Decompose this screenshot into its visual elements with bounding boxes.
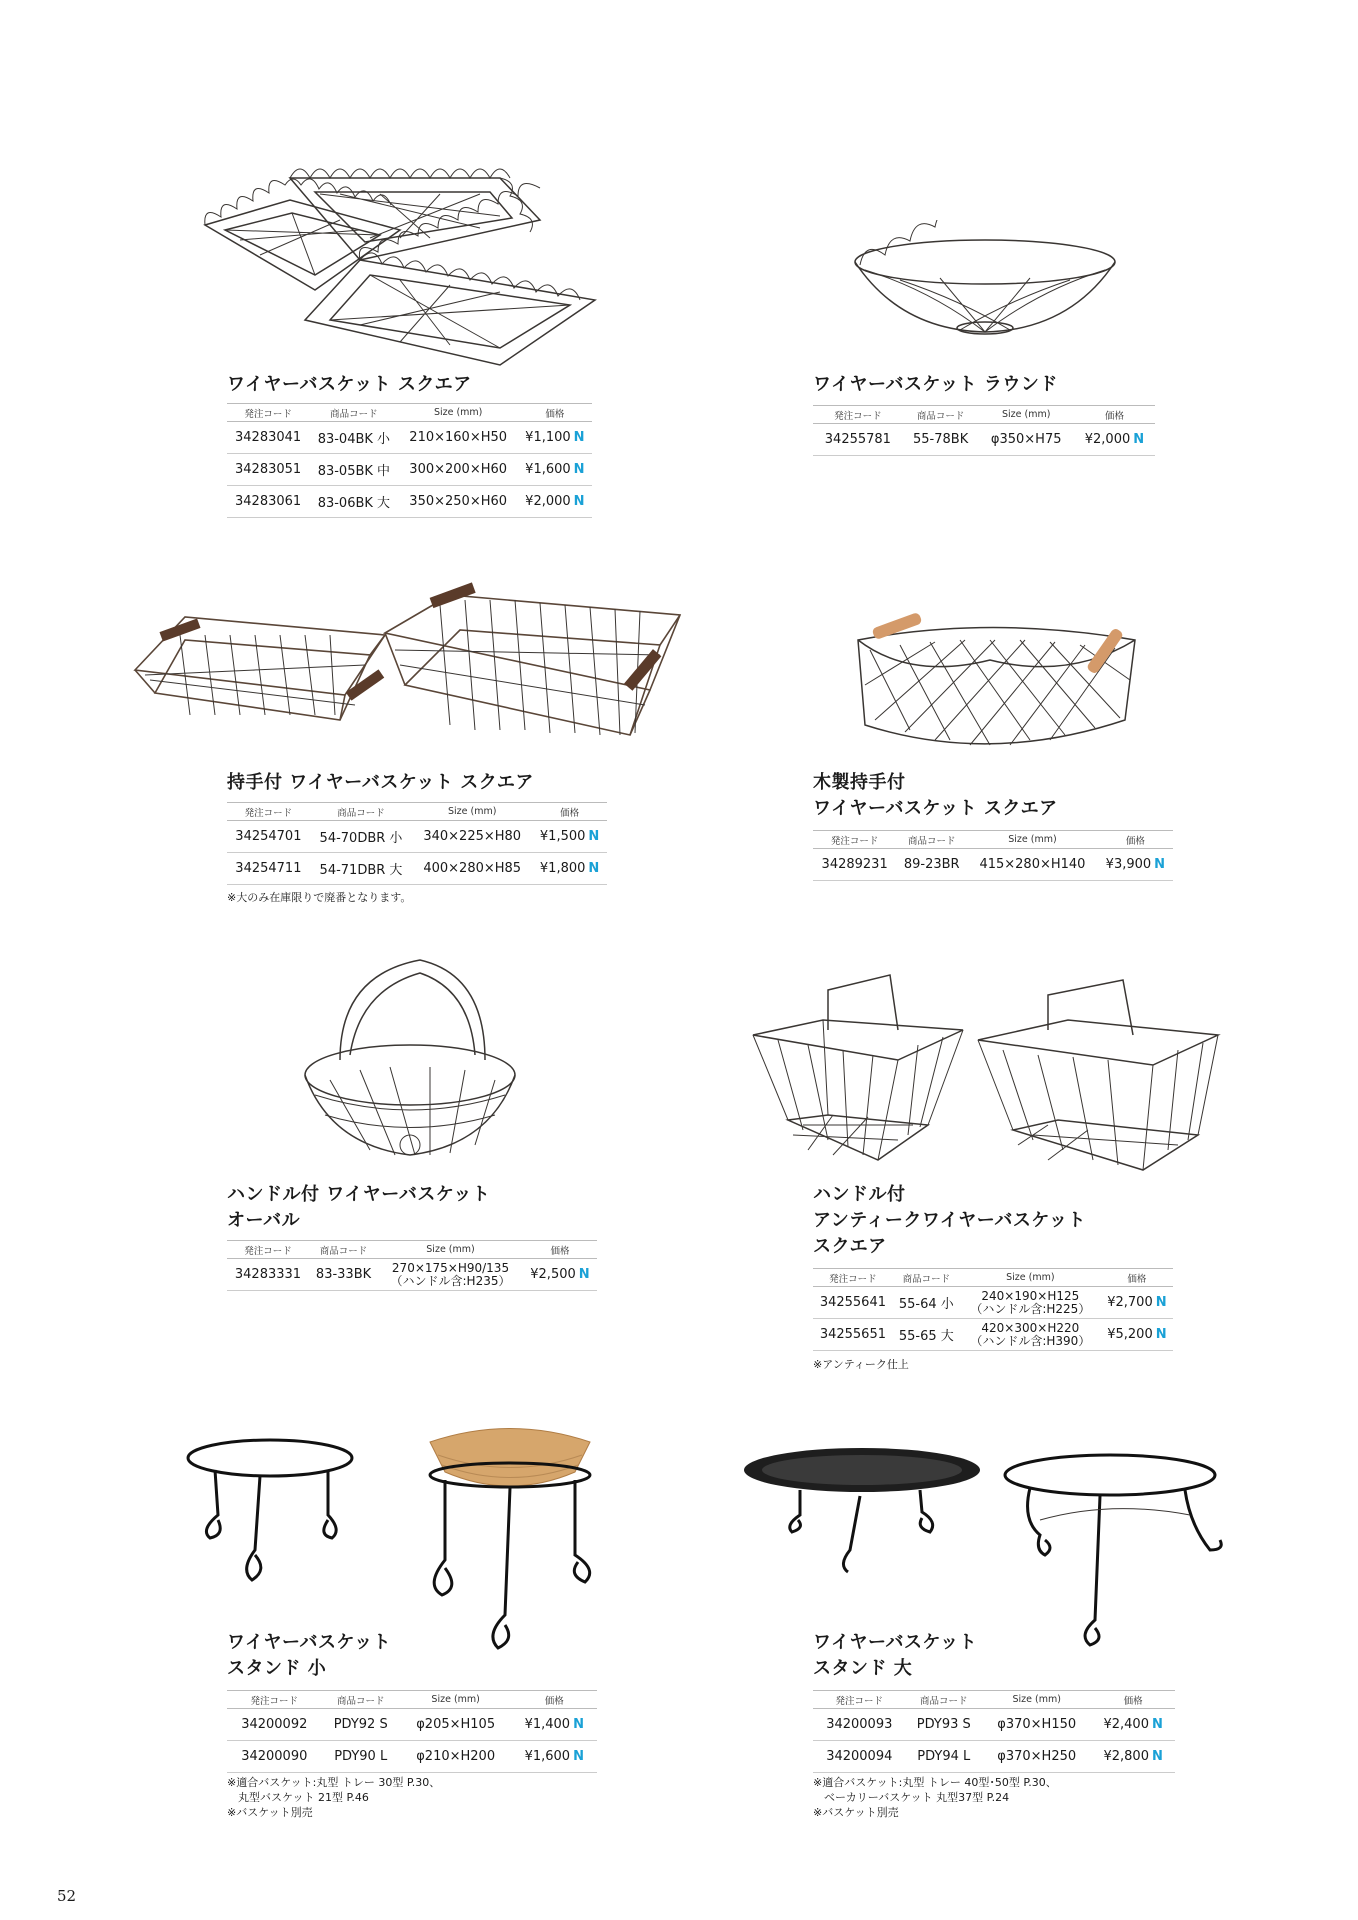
product-table-stand-small: 発注コード 商品コード Size (mm) 価格 34200092 PDY92 S φ205×H105 ¥1,400 N 34200090 PDY90 L φ210×H200 ¥1,600 N [227, 1690, 597, 1773]
table-cell: 34283041 [227, 422, 309, 454]
table-row [227, 1741, 597, 1773]
basket-stand-small-photo [180, 1420, 630, 1660]
table-row [227, 1259, 597, 1291]
table-row [813, 1287, 1173, 1319]
table-cell: PDY93 S [906, 1709, 983, 1741]
table-cell: ¥1,800 N [532, 853, 607, 885]
wire-basket-with-handles-photo [130, 575, 690, 755]
col-product: 商品コード [309, 404, 398, 422]
table-cell: 55-65 大 [893, 1319, 960, 1351]
new-badge: N [1151, 1749, 1163, 1764]
table-cell: ¥5,200 N [1101, 1319, 1173, 1351]
table-cell: 350×250×H60 [399, 486, 518, 518]
new-badge: N [1154, 857, 1166, 872]
table-cell: ¥2,700 N [1101, 1287, 1173, 1319]
new-badge: N [588, 829, 600, 844]
product-table-stand-large: 発注コード 商品コード Size (mm) 価格 34200093 PDY93 S φ370×H150 ¥2,400 N 34200094 PDY94 L φ370×H250 ¥2,800 N [813, 1690, 1175, 1773]
table-cell: 400×280×H85 [412, 853, 532, 885]
table-cell: 420×300×H220 （ハンドル含:H390） [960, 1319, 1101, 1351]
new-badge: N [573, 1717, 584, 1732]
table-row [227, 422, 592, 454]
antique-square-basket-photo [748, 965, 1238, 1175]
table-cell: φ205×H105 [400, 1709, 512, 1741]
wooden-handle-basket-photo [850, 600, 1145, 765]
wire-basket-square-photo [200, 120, 610, 370]
table-cell: ¥2,500 N [523, 1259, 597, 1291]
table-cell: ¥1,600 N [518, 454, 592, 486]
new-badge: N [1151, 1717, 1163, 1732]
table-cell: 34283331 [227, 1259, 309, 1291]
product-table-wooden-handle-basket: 発注コード 商品コード Size (mm) 価格 34289231 89-23BR 415×280×H140 ¥3,900 N [813, 830, 1173, 881]
table-cell: 34200090 [227, 1741, 322, 1773]
product-table-handle-basket-square: 発注コード 商品コード Size (mm) 価格 34254701 54-70DBR 小 340×225×H80 ¥1,500 N 34254711 54-71DBR 大 400×280×H85 ¥1,800 N [227, 802, 607, 885]
table-cell: 55-64 小 [893, 1287, 960, 1319]
table-cell: 34283051 [227, 454, 309, 486]
table-cell: 34200093 [813, 1709, 906, 1741]
product-table-wire-basket-square [227, 403, 592, 518]
table-cell: 34255641 [813, 1287, 893, 1319]
new-badge: N [578, 1267, 590, 1282]
title-antique-square-basket: ハンドル付 アンティークワイヤーバスケット スクエア [813, 1184, 1086, 1257]
table-cell: 89-23BR [896, 849, 967, 881]
table-cell: 270×175×H90/135 （ハンドル含:H235） [378, 1259, 523, 1291]
table-cell: ¥2,400 N [1091, 1709, 1175, 1741]
table-cell: ¥1,400 N [512, 1709, 597, 1741]
col-code: 発注コード [227, 404, 309, 422]
table-cell: 83-33BK [309, 1259, 378, 1291]
table-cell: 54-70DBR 小 [310, 821, 412, 853]
note-antique-basket: ※アンティーク仕上 [813, 1358, 909, 1371]
table-cell: φ370×H250 [982, 1741, 1091, 1773]
basket-stand-large-photo [740, 1440, 1240, 1660]
table-cell: 34254701 [227, 821, 310, 853]
new-badge: N [573, 1749, 584, 1764]
new-badge: N [588, 861, 600, 876]
title-oval-handle-basket: ハンドル付 ワイヤーバスケット オーバル [227, 1184, 491, 1231]
table-cell: 34283061 [227, 486, 309, 518]
title-stand-large: ワイヤーバスケット スタンド 大 [813, 1632, 978, 1679]
table-row [813, 424, 1155, 456]
table-cell: PDY92 S [322, 1709, 400, 1741]
title-handle-basket-square: 持手付 ワイヤーバスケット スクエア [227, 772, 534, 793]
oval-handle-basket-photo [300, 955, 530, 1165]
table-row [227, 821, 607, 853]
table-cell: ¥2,000 N [518, 486, 592, 518]
title-wire-basket-square: ワイヤーバスケット スクエア [227, 374, 472, 395]
table-cell: 340×225×H80 [412, 821, 532, 853]
product-table-oval-handle-basket: 発注コード 商品コード Size (mm) 価格 34283331 83-33BK 270×175×H90/135 （ハンドル含:H235） ¥2,500 N [227, 1240, 597, 1291]
title-stand-small: ワイヤーバスケット スタンド 小 [227, 1632, 392, 1679]
title-wooden-handle-basket: 木製持手付 ワイヤーバスケット スクエア [813, 772, 1058, 819]
table-cell: 240×190×H125 （ハンドル含:H225） [960, 1287, 1101, 1319]
table-cell: 34200092 [227, 1709, 322, 1741]
table-cell: 210×160×H50 [399, 422, 518, 454]
new-badge: N [573, 494, 585, 509]
new-badge: N [573, 462, 585, 477]
note-handle-basket: ※大のみ在庫限りで廃番となります。 [227, 891, 412, 904]
new-badge: N [1133, 432, 1145, 447]
table-cell: ¥1,100 N [518, 422, 592, 454]
table-cell: ¥1,500 N [532, 821, 607, 853]
table-cell: 83-05BK 中 [309, 454, 398, 486]
table-row [813, 1709, 1175, 1741]
table-row [227, 853, 607, 885]
new-badge: N [573, 430, 585, 445]
table-cell: PDY90 L [322, 1741, 400, 1773]
col-size: Size (mm) [399, 404, 518, 422]
table-cell: ¥2,800 N [1091, 1741, 1175, 1773]
table-cell: 34254711 [227, 853, 310, 885]
table-row [813, 1319, 1173, 1351]
table-cell: φ350×H75 [978, 424, 1073, 456]
product-table-wire-basket-round: 発注コード 商品コード Size (mm) 価格 34255781 55-78BK φ350×H75 ¥2,000 N [813, 405, 1155, 456]
new-badge: N [1155, 1295, 1167, 1310]
table-cell: 34289231 [813, 849, 896, 881]
table-cell: φ210×H200 [400, 1741, 512, 1773]
table-cell: 34200094 [813, 1741, 906, 1773]
note-stand-large: ※適合バスケット:丸型 トレー 40型･50型 P.30、 ベーカリーバスケット 丸型37型 P.24 ※バスケット別売 [813, 1776, 1057, 1819]
table-row [813, 1741, 1175, 1773]
table-cell: ¥2,000 N [1074, 424, 1155, 456]
table-cell: 55-78BK [903, 424, 979, 456]
table-cell: 83-04BK 小 [309, 422, 398, 454]
product-table-antique-square-basket: 発注コード 商品コード Size (mm) 価格 34255641 55-64 小 240×190×H125 （ハンドル含:H225） ¥2,700 N 34255651 55-65 大 420×300×H220 （ハンドル含:H390） ¥5,200 N [813, 1268, 1173, 1351]
table-cell: 300×200×H60 [399, 454, 518, 486]
table-row [813, 849, 1173, 881]
table-cell: ¥1,600 N [512, 1741, 597, 1773]
table-cell: 415×280×H140 [967, 849, 1098, 881]
table-cell: 54-71DBR 大 [310, 853, 412, 885]
col-price: 価格 [518, 404, 592, 422]
table-cell: ¥3,900 N [1098, 849, 1173, 881]
new-badge: N [1155, 1327, 1167, 1342]
table-cell: PDY94 L [906, 1741, 983, 1773]
table-row [227, 454, 592, 486]
table-cell: 83-06BK 大 [309, 486, 398, 518]
wire-basket-round-photo [840, 220, 1130, 350]
table-cell: 34255781 [813, 424, 903, 456]
table-row [227, 486, 592, 518]
page-number: 52 [57, 1887, 77, 1905]
table-cell: φ370×H150 [982, 1709, 1091, 1741]
note-stand-small: ※適合バスケット:丸型 トレー 30型 P.30、 丸型バスケット 21型 P.46 ※バスケット別売 [227, 1776, 441, 1819]
title-wire-basket-round: ワイヤーバスケット ラウンド [813, 374, 1058, 395]
table-row [227, 1709, 597, 1741]
table-cell: 34255651 [813, 1319, 893, 1351]
